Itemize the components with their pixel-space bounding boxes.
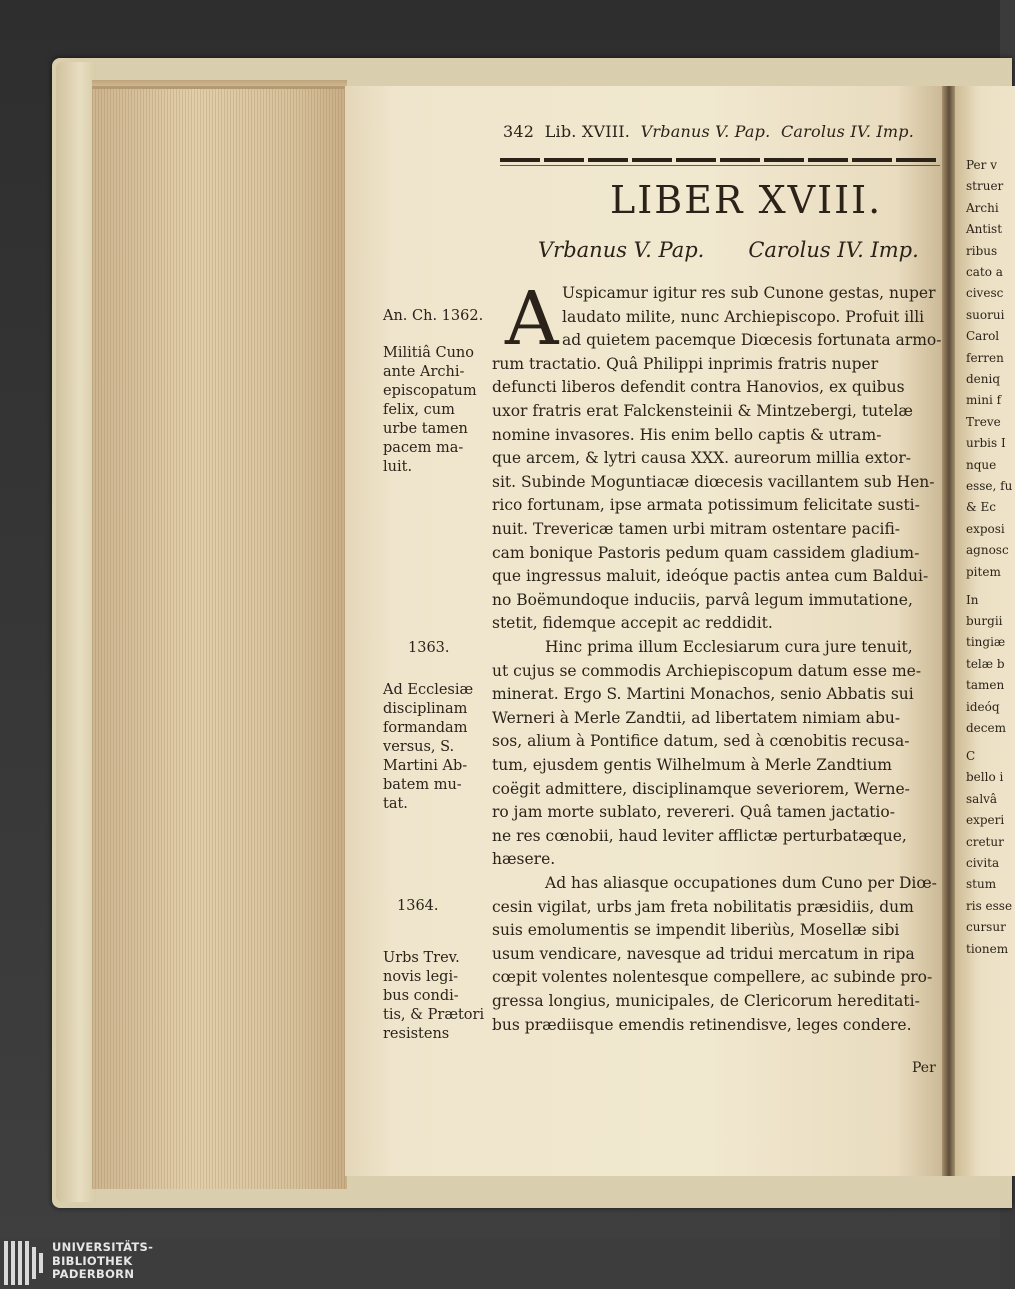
text-line: sit. Subinde Moguntiacæ diœcesis vacillantem sub Hen- (492, 472, 935, 491)
logo-line-1: UNIVERSITÄTS- (52, 1240, 154, 1254)
margin-note-line: bus condi- (383, 988, 459, 1004)
text-line: minerat. Ergo S. Martini Monachos, senio Abbatis sui (492, 685, 914, 704)
header-rule (500, 158, 940, 162)
text-line: ro jam morte sublato, revereri. Quâ tamen jactatio- (492, 803, 895, 822)
right-page-line: Antist (966, 222, 1003, 237)
margin-note-line: disciplinam (383, 701, 468, 717)
right-page-line: bello i (966, 770, 1004, 785)
right-page-line: mini f (966, 393, 1002, 408)
right-page-line: cato a (966, 265, 1003, 279)
text-line: rico fortunam, ipse armata potissimum felicitate susti- (492, 496, 920, 515)
header-pope: Vrbanus V. Pap. (640, 122, 771, 141)
right-page-line: Per v (966, 158, 997, 172)
text-line: que ingressus maluit, ideóque pactis antea cum Baldui- (492, 567, 929, 586)
right-page-line: ris esse (966, 898, 1013, 913)
text-line: hæsere. (492, 850, 556, 869)
text-line: coëgit admittere, disciplinamque severiorem, Werne- (492, 779, 910, 798)
text-line: usum vendicare, navesque ad tridui mercatum in ripa (492, 944, 915, 963)
right-page-line: telæ b (966, 656, 1005, 671)
right-page-line: suorui (966, 307, 1005, 322)
right-page-line: nque (966, 457, 997, 472)
text-line: Werneri à Merle Zandtii, ad libertatem nimiam abu- (492, 708, 901, 727)
right-page-line: C (966, 749, 976, 763)
header-book: Lib. XVIII. (544, 122, 631, 141)
right-page-line: stum (966, 877, 997, 892)
text-line: nomine invasores. His enim bello captis & utram- (492, 425, 882, 444)
text-line: cesin vigilat, urbs jam freta nobilitatis præsidiis, dum (492, 897, 914, 916)
page-block-fore-edge (92, 86, 347, 1189)
text-line: ut cujus se commodis Archiepiscopum datum esse me- (492, 661, 922, 680)
right-page-line: exposi (966, 521, 1005, 536)
text-line: cam bonique Pastoris pedum quam cassidem gladium- (492, 543, 920, 562)
header-emperor: Carolus IV. Imp. (780, 122, 915, 141)
margin-note-line: formandam (383, 720, 468, 736)
right-page-line: tingiæ (966, 635, 1006, 650)
header-rule-thin (500, 165, 940, 166)
margin-note-line: novis legi- (383, 969, 458, 985)
text-line: stetit, fidemque accepit ac reddidit. (492, 614, 773, 633)
text-line: gressa longius, municipales, de Clericorum hereditati- (492, 992, 920, 1010)
chapter-subtitle (538, 238, 919, 262)
margin-note-line: Urbs Trev. (383, 950, 460, 966)
logo-line-2: BIBLIOTHEK (52, 1253, 133, 1268)
right-page-line: ribus (966, 243, 998, 258)
margin-note-line: ante Archi- (383, 364, 465, 380)
margin-note-line: An. Ch. 1362. (383, 308, 484, 324)
text-line: laudato milite, nunc Archiepiscopo. Profuit illi (562, 307, 925, 326)
right-page-line: urbis I (966, 436, 1006, 451)
right-page-line: civesc (966, 286, 1004, 301)
text-line: tum, ejusdem gentis Wilhelmum à Merle Zandtium (492, 756, 892, 774)
right-page-line: In (966, 592, 979, 607)
margin-note-line: tis, & Prætori (383, 1007, 485, 1023)
text-line: uxor fratris erat Falckensteinii & Mintzebergi, tutelæ (492, 402, 913, 420)
library-logo-text (52, 1241, 153, 1282)
margin-note-line: batem mu- (383, 777, 462, 793)
margin-note-line: pacem ma- (383, 440, 464, 456)
text-line: Hinc prima illum Ecclesiarum cura jure tenuit, (545, 638, 913, 656)
margin-note-line: urbe tamen (383, 421, 468, 437)
text-line: que arcem, & lytri causa XXX. aureorum millia extor- (492, 449, 911, 468)
margin-note-line: tat. (383, 796, 408, 812)
subtitle-pope: Vrbanus V. Pap. (538, 238, 705, 262)
chapter-title: LIBER XVIII. (610, 178, 883, 222)
right-page-line: pitem (966, 564, 1001, 579)
margin-note-line: versus, S. (383, 739, 455, 755)
margin-note-line: episcopatum (383, 383, 477, 399)
margin-note-line: resistens (383, 1026, 450, 1042)
right-page-line: agnosc (966, 543, 1009, 558)
running-header (503, 122, 914, 141)
right-page-line: Treve (966, 414, 1001, 429)
text-line: ne res cœnobii, haud leviter afflictæ perturbatæque, (492, 826, 907, 845)
text-line: rum tractatio. Quâ Philippi inprimis fratris nuper (492, 354, 879, 373)
text-line: no Boëmundoque induciis, parvâ legum immutatione, (492, 590, 913, 609)
right-page-line: burgii (966, 614, 1003, 628)
right-page-line: decem (966, 721, 1006, 735)
right-page-line: tionem (966, 941, 1009, 956)
text-line: Ad has aliasque occupationes dum Cuno per Diœ- (545, 874, 937, 892)
margin-note-line: Militiâ Cuno (383, 345, 474, 361)
right-page-line: struer (966, 179, 1004, 194)
right-page-line: Carol (966, 329, 1000, 344)
text-line: ad quietem pacemque Diœcesis fortunata armo- (562, 331, 942, 350)
right-page-line: salvâ (966, 791, 998, 806)
text-line: nuit. Trevericæ tamen urbi mitram ostentare pacifi- (492, 520, 901, 538)
right-page-line: civita (966, 856, 1000, 870)
margin-note-line: Ad Ecclesiæ (383, 682, 474, 698)
right-page-line: Archi (966, 200, 999, 215)
book-gutter (942, 86, 956, 1176)
margin-note-line: 1364. (397, 898, 439, 914)
logo-line-3: PADERBORN (52, 1267, 135, 1281)
text-line: cœpit volentes nolentesque compellere, ac subinde pro- (492, 968, 933, 987)
book-spine-edge (56, 62, 96, 1202)
text-line: sos, alium à Pontifice datum, sed à cœnobitis recusa- (492, 732, 910, 751)
margin-note-line: felix, cum (383, 402, 455, 418)
margin-note-line: luit. (383, 459, 413, 475)
right-page-line: cursur (966, 920, 1006, 935)
library-logo-icon (4, 1241, 50, 1285)
right-page-line: tamen (966, 678, 1005, 693)
text-line: Uspicamur igitur res sub Cunone gestas, nuper (562, 284, 936, 302)
catchword: Per (912, 1060, 936, 1076)
margin-note-line: 1363. (408, 640, 450, 656)
right-page-line: & Ec (966, 500, 996, 515)
margin-note-line: Martini Ab- (383, 758, 468, 774)
right-page-line: deniq (966, 372, 1001, 386)
page-number: 342 (503, 122, 535, 141)
drop-cap: A (505, 276, 559, 362)
text-line: suis emolumentis se impendit liberiùs, Mosellæ sibi (492, 921, 900, 940)
right-page-line: cretur (966, 834, 1004, 849)
right-page-line: ferren (966, 350, 1004, 365)
right-page-line: experi (966, 813, 1005, 828)
subtitle-emperor: Carolus IV. Imp. (748, 238, 919, 262)
right-page-line: ideóq (966, 699, 1000, 714)
right-page-line: esse, fu (966, 479, 1013, 493)
text-line: bus prædiisque emendis retinendisve, leges condere. (492, 1015, 912, 1034)
text-line: defuncti liberos defendit contra Hanovios, ex quibus (492, 378, 905, 397)
